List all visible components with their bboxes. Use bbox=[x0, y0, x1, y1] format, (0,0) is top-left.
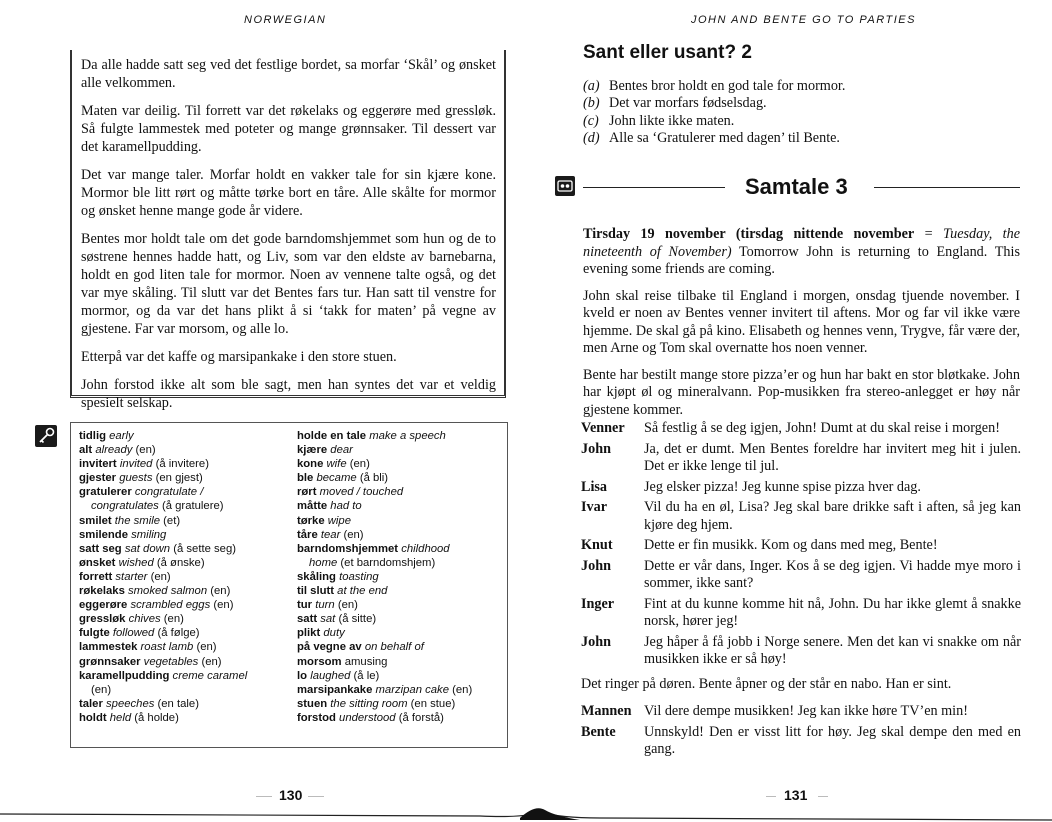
vocab-translation: make a speech bbox=[369, 430, 446, 442]
vocab-word: fulgte bbox=[79, 627, 110, 640]
intro-paragraph bbox=[583, 226, 1020, 279]
exercise-item-text: Bentes bror holdt en god tale for mormor. bbox=[609, 78, 846, 94]
vocab-entry bbox=[79, 528, 279, 542]
vocab-word: alt bbox=[79, 444, 93, 457]
vocab-entry bbox=[297, 570, 503, 584]
vocab-entry bbox=[79, 499, 279, 513]
vocab-word: lammestek bbox=[79, 641, 138, 654]
vocab-entry bbox=[297, 528, 503, 542]
vocab-entry bbox=[297, 584, 503, 598]
page-number-right: 131 bbox=[784, 787, 808, 803]
vocab-word: tidlig bbox=[79, 430, 106, 442]
reading-paragraph: Maten var deilig. Til forrett var det røkelaks og eggerøre med gressløk. Så fulgte lammestek med poteter og mange grønnsaker. Til dessert var det karamellpudding. bbox=[81, 103, 496, 155]
vocab-word: lo bbox=[297, 669, 308, 682]
section-title: Samtale 3 bbox=[745, 174, 848, 199]
vocab-translation: followed bbox=[112, 627, 155, 640]
vocab-entry bbox=[79, 697, 279, 711]
vocab-word: tur bbox=[297, 599, 313, 612]
vocab-word: kjære bbox=[297, 444, 328, 457]
exercise-item-text: Alle sa ‘Gratulerer med dagen’ til Bente. bbox=[609, 129, 840, 146]
speaker-name: Venner bbox=[581, 420, 625, 436]
vocab-entry bbox=[79, 556, 279, 570]
vocab-entry bbox=[297, 499, 503, 513]
vocab-note: (en) bbox=[163, 613, 184, 626]
vocab-note: (en stue) bbox=[410, 697, 456, 710]
vocab-translation: understood bbox=[339, 711, 396, 724]
vocab-word: satt seg bbox=[79, 542, 122, 555]
context-paragraph: Bente har bestilt mange store pizza’er og hun har bakt en stor bløtkake. John har kjøpt øl og mineralvann. Pop-musikken fra stereo-anlegget er høy når gjestene kommer. bbox=[583, 366, 1020, 418]
narration: Det ringer på døren. Bente åpner og der står en nabo. Han er sint. bbox=[581, 675, 952, 692]
vocab-entry bbox=[79, 542, 279, 556]
speech-text: Jeg elsker pizza! Jeg kunne spise pizza hver dag. bbox=[644, 478, 921, 495]
vocab-translation: smiling bbox=[131, 528, 167, 541]
vocab-note: (en) bbox=[196, 641, 217, 654]
vocab-note: (å le) bbox=[353, 669, 380, 682]
vocab-word: invitert bbox=[79, 458, 117, 471]
vocab-translation: congratulate / bbox=[134, 486, 204, 499]
reading-paragraph: John forstod ikke alt som ble sagt, men han syntes det var et veldig spesielt selskap. bbox=[81, 377, 496, 411]
vocabulary-box bbox=[70, 422, 508, 748]
vocab-entry bbox=[79, 683, 279, 697]
vocab-note: (å forstå) bbox=[398, 711, 444, 724]
speaker-name: John bbox=[581, 633, 611, 650]
vocab-translation: starter bbox=[115, 570, 148, 583]
vocab-note: (et) bbox=[163, 514, 181, 527]
vocab-word: forstod bbox=[297, 711, 336, 724]
vocab-word: gressløk bbox=[79, 613, 126, 626]
exercise-item bbox=[583, 95, 1023, 112]
vocabulary-column-1 bbox=[79, 429, 279, 725]
vocab-note: (å invitere) bbox=[155, 458, 209, 471]
speaker-name: Inger bbox=[581, 595, 615, 612]
dialogue-line bbox=[581, 420, 1021, 438]
section-rule-left bbox=[583, 187, 725, 188]
vocab-translation: at the end bbox=[337, 585, 388, 598]
vocab-word: eggerøre bbox=[79, 599, 128, 612]
vocabulary-column-2 bbox=[297, 429, 503, 725]
intro-equals: = bbox=[914, 226, 943, 242]
running-head-right: JOHN AND BENTE GO TO PARTIES bbox=[691, 14, 916, 26]
dialogue-line bbox=[581, 441, 1021, 476]
vocab-note: (en gjest) bbox=[155, 472, 203, 485]
speaker-name: Mannen bbox=[581, 703, 632, 719]
dialogue-line bbox=[581, 499, 1021, 534]
vocab-entry bbox=[79, 598, 279, 612]
exercise-item-label: (d) bbox=[583, 129, 600, 146]
vocab-note: (å følge) bbox=[157, 627, 200, 640]
vocab-translation: wipe bbox=[327, 514, 351, 527]
vocab-translation: toasting bbox=[339, 570, 379, 583]
vocab-note: (å bli) bbox=[359, 472, 389, 485]
vocab-entry bbox=[79, 612, 279, 626]
vocab-translation: had to bbox=[330, 500, 362, 513]
vocab-word: skåling bbox=[297, 570, 336, 583]
vocab-word: morsom bbox=[297, 655, 342, 668]
reading-passage bbox=[70, 50, 506, 411]
vocab-note: (å gratulere) bbox=[161, 500, 224, 513]
vocab-translation: creme caramel bbox=[172, 669, 248, 682]
dialogue-line bbox=[581, 724, 1021, 759]
vocab-note: (en) bbox=[135, 444, 156, 457]
dialogue-line bbox=[581, 537, 1021, 555]
vocab-translation: scrambled eggs bbox=[130, 599, 211, 612]
vocab-entry bbox=[297, 655, 503, 669]
vocab-entry bbox=[79, 655, 279, 669]
vocab-entry bbox=[79, 711, 279, 725]
vocab-entry bbox=[79, 443, 279, 457]
speaker-name: Bente bbox=[581, 723, 616, 740]
vocab-note: (en) bbox=[150, 570, 171, 583]
vocab-entry bbox=[79, 640, 279, 654]
vocab-translation: the sitting room bbox=[330, 697, 408, 710]
vocab-word: gjester bbox=[79, 472, 117, 485]
vocab-word: smilet bbox=[79, 514, 112, 527]
vocab-word: holdt bbox=[79, 711, 107, 724]
vocab-word: tåre bbox=[297, 528, 318, 541]
vocab-word: holde en tale bbox=[297, 430, 367, 442]
vocab-word: rørt bbox=[297, 486, 317, 499]
vocab-translation: sat bbox=[320, 613, 336, 626]
vocab-note: (å sette seg) bbox=[173, 542, 236, 555]
speaker-name: John bbox=[581, 557, 611, 574]
vocab-translation: laughed bbox=[310, 669, 351, 682]
vocab-word: ønsket bbox=[79, 556, 116, 569]
vocab-entry bbox=[79, 570, 279, 584]
vocab-entry bbox=[297, 471, 503, 485]
vocab-entry bbox=[297, 626, 503, 640]
exercise-item-label: (c) bbox=[583, 112, 599, 129]
vocab-entry bbox=[79, 485, 279, 499]
exercise-item-label: (b) bbox=[583, 95, 600, 112]
vocab-word: tørke bbox=[297, 514, 325, 527]
vocab-translation: congratulates bbox=[91, 500, 159, 513]
vocab-translation: dear bbox=[330, 444, 353, 457]
dialogue-line bbox=[581, 479, 1021, 497]
vocab-entry bbox=[297, 697, 503, 711]
vocab-entry bbox=[297, 485, 503, 499]
exercise-item-label: (a) bbox=[583, 78, 600, 94]
conversation-intro bbox=[583, 226, 1020, 428]
vocab-translation: became bbox=[316, 472, 357, 485]
vocab-entry bbox=[79, 514, 279, 528]
dialogue bbox=[581, 420, 1021, 762]
vocab-word: røkelaks bbox=[79, 585, 125, 598]
exercise-item-text: John likte ikke maten. bbox=[609, 112, 735, 129]
speech-text: Unnskyld! Den er visst litt for høy. Jeg skal dempe den med en gang. bbox=[644, 723, 1021, 757]
vocab-note: (en) bbox=[210, 585, 231, 598]
context-paragraph: John skal reise tilbake til England i morgen, onsdag tjuende november. I kveld er noen av Bentes venner invitert til aftens. Mor og far vil ikke være hjemme. De skal gå på kino. Elisabeth og hennes venn, Trygve, får være der, men Arne og Tom skal overnatte hos noen venner. bbox=[583, 287, 1020, 356]
exercise-item bbox=[583, 78, 1023, 95]
vocab-word: grønnsaker bbox=[79, 655, 141, 668]
vocab-word: marsipankake bbox=[297, 683, 373, 696]
speech-text: Dette er fin musikk. Kom og dans med meg, Bente! bbox=[644, 537, 938, 553]
vocab-translation: guests bbox=[119, 472, 153, 485]
intro-date: Tirsday 19 november (tirsdag nittende november bbox=[583, 226, 915, 242]
intro-translation: Tuesday, the nineteenth of November) bbox=[583, 226, 1020, 260]
speech-text: Vil dere dempe musikken! Jeg kan ikke høre TV’en min! bbox=[644, 703, 968, 719]
dialogue-line bbox=[581, 596, 1021, 631]
reading-paragraph: Det var mange taler. Morfar holdt en vakker tale for sin kjære kone. Mormor ble litt rørt og måtte tørke bort en tåre. Alle skålte for mormor og ønsket henne mange gode år videre. bbox=[81, 167, 496, 219]
page-number-dash bbox=[256, 796, 272, 797]
vocab-entry bbox=[297, 457, 503, 471]
vocab-translation: the smile bbox=[114, 514, 161, 527]
speech-text: Så festlig å se deg igjen, John! Dumt at du skal reise i morgen! bbox=[644, 420, 1000, 436]
exercise-title: Sant eller usant? 2 bbox=[583, 42, 752, 63]
vocab-entry bbox=[79, 669, 279, 683]
vocab-note: (et barndomshjem) bbox=[340, 556, 436, 569]
running-head-left: NORWEGIAN bbox=[244, 14, 327, 26]
vocab-translation: already bbox=[95, 444, 133, 457]
exercise-item bbox=[583, 130, 1023, 147]
vocab-translation: invited bbox=[119, 458, 153, 471]
vocab-translation: smoked salmon bbox=[128, 585, 208, 598]
vocab-translation: wife bbox=[326, 458, 347, 471]
vocab-translation: marzipan cake bbox=[375, 683, 449, 696]
vocab-entry bbox=[79, 626, 279, 640]
vocab-entry bbox=[79, 429, 279, 443]
speaker-name: Ivar bbox=[581, 499, 608, 515]
dialogue-part-1 bbox=[581, 420, 1021, 669]
vocab-note: (en) bbox=[91, 683, 112, 696]
vocab-word: til slutt bbox=[297, 585, 335, 598]
vocab-word: karamellpudding bbox=[79, 669, 170, 682]
vocab-entry bbox=[297, 711, 503, 725]
vocab-translation: wished bbox=[118, 556, 154, 569]
speech-text: Vil du ha en øl, Lisa? Jeg skal bare drikke saft i aften, så jeg kan kjøre deg hjem. bbox=[644, 499, 1021, 533]
reading-paragraph: Etterpå var det kaffe og marsipankake i den store stuen. bbox=[81, 349, 397, 365]
speaker-name: Knut bbox=[581, 537, 613, 553]
page-number-dash bbox=[818, 796, 828, 797]
speech-text: Ja, det er dumt. Men Bentes foreldre har invitert meg hit i julen. Det er ikke lenge til jul. bbox=[644, 440, 1021, 474]
vocab-word: på vegne av bbox=[297, 641, 362, 654]
vocab-note: (en) bbox=[452, 683, 473, 696]
vocab-word: plikt bbox=[297, 627, 321, 640]
vocab-translation: turn bbox=[315, 599, 335, 612]
vocab-translation: chives bbox=[128, 613, 161, 626]
page-number-dash bbox=[308, 796, 324, 797]
vocab-translation: speeches bbox=[106, 697, 155, 710]
vocab-entry bbox=[297, 598, 503, 612]
vocab-word: taler bbox=[79, 697, 103, 710]
vocabulary-key-icon bbox=[35, 425, 57, 447]
dialogue-line bbox=[581, 703, 1021, 721]
vocab-word: barndomshjemmet bbox=[297, 542, 399, 555]
vocab-entry bbox=[297, 640, 503, 654]
vocab-translation: sat down bbox=[124, 542, 171, 555]
exercise-item bbox=[583, 113, 1023, 130]
section-rule-right bbox=[874, 187, 1020, 188]
vocab-entry bbox=[297, 429, 503, 443]
speech-text: Jeg håper å få jobb i Norge senere. Men det kan vi snakke om når musikken ikke er så høy! bbox=[644, 633, 1021, 667]
dialogue-line bbox=[581, 558, 1021, 593]
vocab-entry bbox=[79, 457, 279, 471]
vocab-translation: home bbox=[309, 556, 338, 569]
vocab-translation: on behalf of bbox=[364, 641, 424, 654]
vocab-word: kone bbox=[297, 458, 324, 471]
vocab-note: (en) bbox=[213, 599, 234, 612]
reading-paragraph: Da alle hadde satt seg ved det festlige bordet, sa morfar ‘Skål’ og ønsket alle velkommen. bbox=[81, 57, 496, 91]
vocab-note: (å sitte) bbox=[338, 613, 377, 626]
vocab-entry bbox=[297, 669, 503, 683]
page-number-dash bbox=[766, 796, 776, 797]
vocab-note: (en) bbox=[349, 458, 370, 471]
vocab-word: smilende bbox=[79, 528, 128, 541]
vocab-entry bbox=[297, 556, 503, 570]
intro-text: Tomorrow John is returning to England. This evening some friends are coming. bbox=[583, 243, 1020, 277]
vocab-entry bbox=[297, 612, 503, 626]
speech-text: Fint at du kunne komme hit nå, John. Du har ikke glemt å snakke norsk, hører jeg! bbox=[644, 595, 1021, 629]
vocab-entry bbox=[79, 584, 279, 598]
vocab-word: forrett bbox=[79, 570, 113, 583]
page-number-left: 130 bbox=[279, 787, 303, 803]
vocab-word: stuen bbox=[297, 697, 328, 710]
vocab-word: ble bbox=[297, 472, 314, 485]
vocab-translation: childhood bbox=[401, 542, 450, 555]
page-binding-shadow bbox=[0, 800, 1052, 822]
vocab-note: (en) bbox=[201, 655, 222, 668]
vocab-translation: moved / touched bbox=[319, 486, 404, 499]
vocab-translation: held bbox=[109, 711, 132, 724]
exercise-list bbox=[583, 78, 1023, 147]
dialogue-line bbox=[581, 634, 1021, 669]
reading-paragraph: Bentes mor holdt tale om det gode barndomshjemmet som hun og de to søstrene hennes hadde hatt, og Liv, som var den eldste av barnebarna, holdt en god liten tale for mormor. Noen av vennene talte også, og det var mye skåling. Til slutt var det Bentes fars tur. Han satt til venstre for mormor, og da var det hans plikt å si ‘takk for maten’ på vegne av gjestene. Far var morsom, og alle lo. bbox=[81, 231, 496, 337]
vocab-entry bbox=[79, 471, 279, 485]
audio-cassette-icon bbox=[555, 176, 575, 196]
vocab-translation: early bbox=[109, 430, 134, 442]
vocab-entry bbox=[297, 514, 503, 528]
vocab-note: amusing bbox=[344, 655, 388, 668]
speech-text: Dette er vår dans, Inger. Kos å se deg igjen. Vi hadde mye moro i sommer, ikke sant? bbox=[644, 557, 1021, 591]
vocab-note: (en) bbox=[343, 528, 364, 541]
vocab-translation: duty bbox=[323, 627, 345, 640]
dialogue-part-2 bbox=[581, 703, 1021, 759]
speaker-name: John bbox=[581, 440, 611, 457]
vocab-word: gratulerer bbox=[79, 486, 132, 499]
vocab-entry bbox=[297, 443, 503, 457]
vocab-note: (å ønske) bbox=[156, 556, 205, 569]
vocab-translation: tear bbox=[320, 528, 341, 541]
vocab-note: (å holde) bbox=[134, 711, 179, 724]
vocab-entry bbox=[297, 683, 503, 697]
vocab-word: måtte bbox=[297, 500, 328, 513]
vocab-entry bbox=[297, 542, 503, 556]
vocab-translation: vegetables bbox=[143, 655, 199, 668]
exercise-item-text: Det var morfars fødselsdag. bbox=[609, 95, 767, 112]
speaker-name: Lisa bbox=[581, 478, 608, 495]
vocab-word: satt bbox=[297, 613, 318, 626]
vocab-note: (en tale) bbox=[157, 697, 199, 710]
vocab-translation: roast lamb bbox=[140, 641, 194, 654]
vocab-note: (en) bbox=[337, 599, 358, 612]
